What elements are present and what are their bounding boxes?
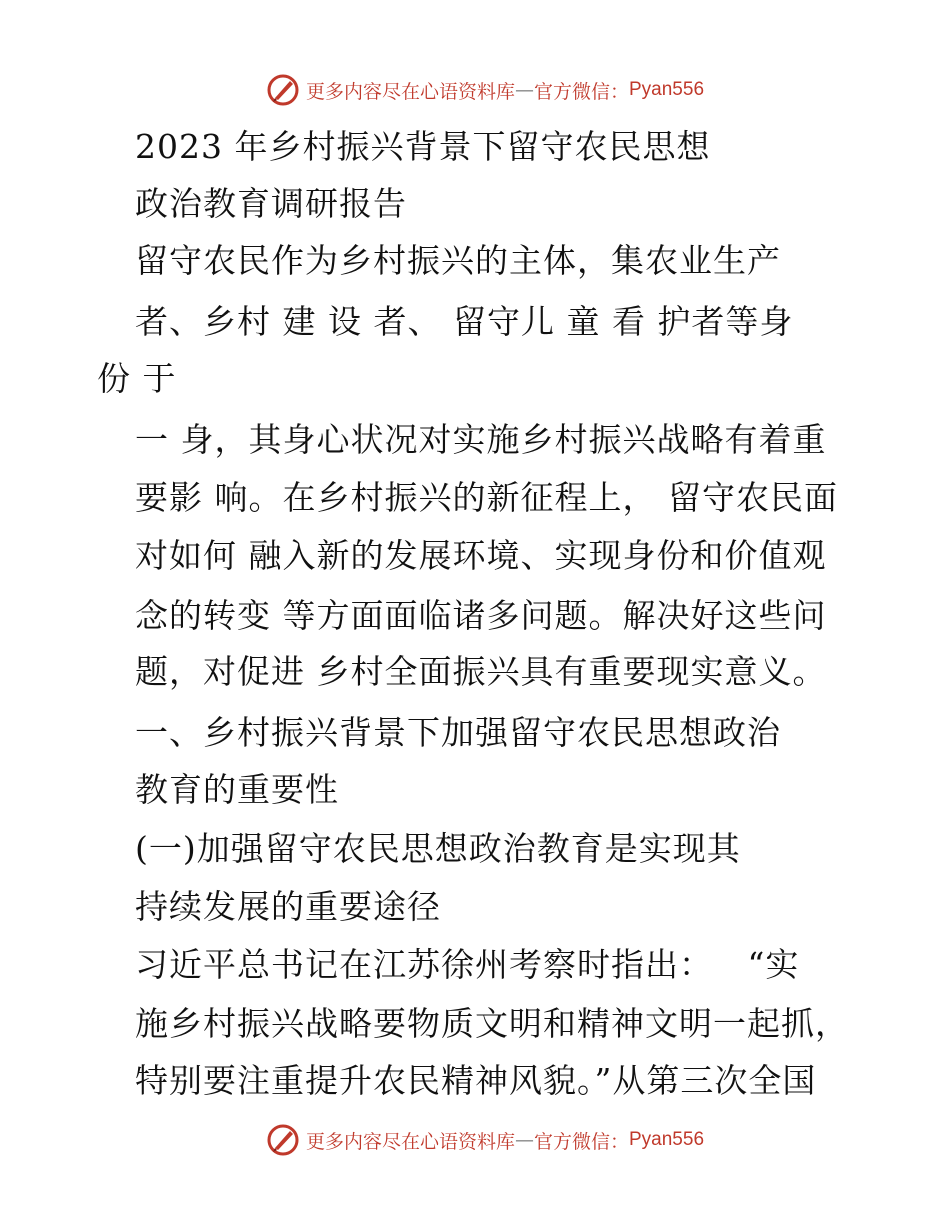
paragraph-line: 习近平总书记在江苏徐州考察时指出： “实: [135, 945, 800, 984]
section-heading-line-1: 一、乡村振兴背景下加强留守农民思想政治: [135, 713, 781, 752]
watermark-label: 官方微信：: [533, 80, 629, 103]
subsection-heading-line-2: 持续发展的重要途径: [135, 887, 441, 926]
paragraph-line: 留守农民作为乡村振兴的主体，集农业生产: [135, 241, 781, 280]
paragraph-line: 要影 响。在乡村振兴的新征程上， 留守农民面: [135, 478, 838, 517]
paragraph-line: 一 身，其身心状况对实施乡村振兴战略有着重: [135, 420, 827, 459]
watermark-brand: 更多内容尽在心语资料库: [305, 80, 515, 103]
quill-pen-in-circle-icon: [266, 1123, 300, 1157]
watermark-banner-bottom: [0, 1120, 950, 1160]
section-heading-line-2: 教育的重要性: [135, 770, 339, 809]
document-title-line-2: 政治教育调研报告: [135, 184, 407, 223]
watermark-separator: —: [514, 1129, 534, 1151]
paragraph-line: 施乡村振兴战略要物质文明和精神文明一起抓，: [135, 1004, 849, 1043]
paragraph-line: 份 于: [97, 359, 177, 398]
watermark-content: [266, 73, 704, 107]
watermark-wechat-id: Pyan556: [629, 1129, 705, 1150]
watermark-wechat-id: Pyan556: [629, 79, 705, 100]
quill-pen-in-circle-icon: [266, 73, 300, 107]
watermark-banner-top: [0, 70, 950, 110]
paragraph-line: 对如何 融入新的发展环境、实现身份和价值观: [135, 536, 827, 575]
paragraph-line: 念的转变 等方面面临诸多问题。解决好这些问: [135, 596, 827, 635]
watermark-separator: —: [514, 79, 534, 101]
watermark-brand: 更多内容尽在心语资料库: [305, 1130, 515, 1153]
paragraph-line: 者、乡村 建 设 者、 留守儿 童 看 护者等身: [135, 302, 794, 341]
subsection-heading-line-1: (一)加强留守农民思想政治教育是实现其: [135, 829, 741, 868]
paragraph-line: 题，对促进 乡村全面振兴具有重要现实意义。: [135, 652, 827, 691]
document-title-line-1: 2023 年乡村振兴背景下留守农民思想: [135, 127, 711, 166]
paragraph-line: 特别要注重提升农民精神风貌。”从第三次全国: [135, 1061, 817, 1100]
watermark-content: [266, 1123, 704, 1157]
watermark-label: 官方微信：: [533, 1130, 629, 1153]
